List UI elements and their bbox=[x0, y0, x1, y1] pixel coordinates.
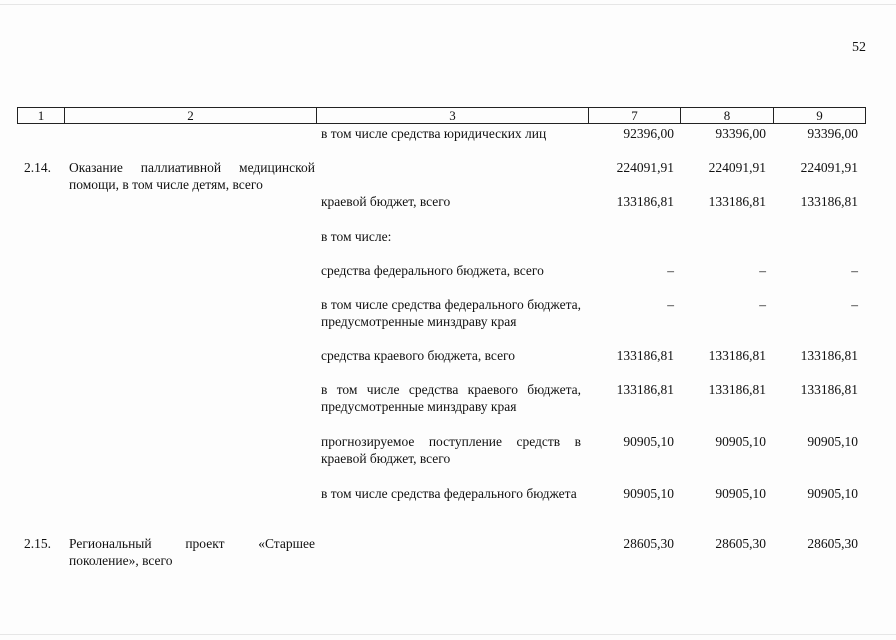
row-value-col8: 133186,81 bbox=[708, 348, 766, 363]
row-value-col7: 90905,10 bbox=[623, 434, 674, 449]
column-header-row bbox=[17, 107, 866, 124]
header-col-2: 2 bbox=[65, 108, 317, 124]
row-value-col9: 90905,10 bbox=[807, 434, 858, 449]
page-number: 52 bbox=[852, 40, 866, 55]
row-item-name: Оказание паллиативной медицинской помощи, в том числе детям, всего bbox=[69, 160, 315, 192]
row-value-col8: 90905,10 bbox=[715, 486, 766, 501]
row-value-col7: 224091,91 bbox=[616, 160, 674, 175]
row-value-col7: – bbox=[667, 263, 674, 278]
row-value-col9: 133186,81 bbox=[800, 382, 858, 397]
scan-edge-top bbox=[0, 4, 896, 5]
row-value-col7: 90905,10 bbox=[623, 486, 674, 501]
row-value-col7: 133186,81 bbox=[616, 194, 674, 209]
row-value-col7: 133186,81 bbox=[616, 382, 674, 397]
row-value-col8: – bbox=[759, 263, 766, 278]
row-value-col9: 224091,91 bbox=[800, 160, 858, 175]
row-value-col9: 90905,10 bbox=[807, 486, 858, 501]
row-description: в том числе средства федерального бюджета, предусмотренные минздраву края bbox=[321, 297, 581, 329]
row-value-col8: 93396,00 bbox=[715, 126, 766, 141]
row-description: прогнозируемое поступление средств в краевой бюджет, всего bbox=[321, 434, 581, 466]
row-value-col8: 133186,81 bbox=[708, 382, 766, 397]
row-value-col9: – bbox=[851, 263, 858, 278]
header-col-7: 7 bbox=[589, 108, 681, 124]
row-description: в том числе средства федерального бюджета bbox=[321, 486, 577, 501]
row-value-col7: 92396,00 bbox=[623, 126, 674, 141]
row-value-col9: – bbox=[851, 297, 858, 312]
row-value-col7: 28605,30 bbox=[623, 536, 674, 551]
row-value-col8: 133186,81 bbox=[708, 194, 766, 209]
row-value-col9: 93396,00 bbox=[807, 126, 858, 141]
header-col-8: 8 bbox=[681, 108, 774, 124]
row-value-col9: 133186,81 bbox=[800, 348, 858, 363]
header-col-1: 1 bbox=[18, 108, 65, 124]
row-value-col8: – bbox=[759, 297, 766, 312]
scan-edge-bottom bbox=[0, 634, 896, 635]
row-value-col9: 133186,81 bbox=[800, 194, 858, 209]
header-col-3: 3 bbox=[317, 108, 589, 124]
row-value-col7: – bbox=[667, 297, 674, 312]
row-description: в том числе средства краевого бюджета, предусмотренные минздраву края bbox=[321, 382, 581, 414]
row-description: в том числе: bbox=[321, 229, 392, 244]
row-value-col9: 28605,30 bbox=[807, 536, 858, 551]
row-item-name: Региональный проект «Старшее поколение», всего bbox=[69, 536, 315, 568]
row-description: краевой бюджет, всего bbox=[321, 194, 451, 209]
row-value-col7: 133186,81 bbox=[616, 348, 674, 363]
row-code: 2.14. bbox=[24, 160, 51, 175]
row-description: в том числе средства юридических лиц bbox=[321, 126, 547, 141]
header-col-9: 9 bbox=[774, 108, 866, 124]
row-description: средства федерального бюджета, всего bbox=[321, 263, 544, 278]
row-code: 2.15. bbox=[24, 536, 51, 551]
row-value-col8: 90905,10 bbox=[715, 434, 766, 449]
row-description: средства краевого бюджета, всего bbox=[321, 348, 516, 363]
row-value-col8: 224091,91 bbox=[708, 160, 766, 175]
row-value-col8: 28605,30 bbox=[715, 536, 766, 551]
